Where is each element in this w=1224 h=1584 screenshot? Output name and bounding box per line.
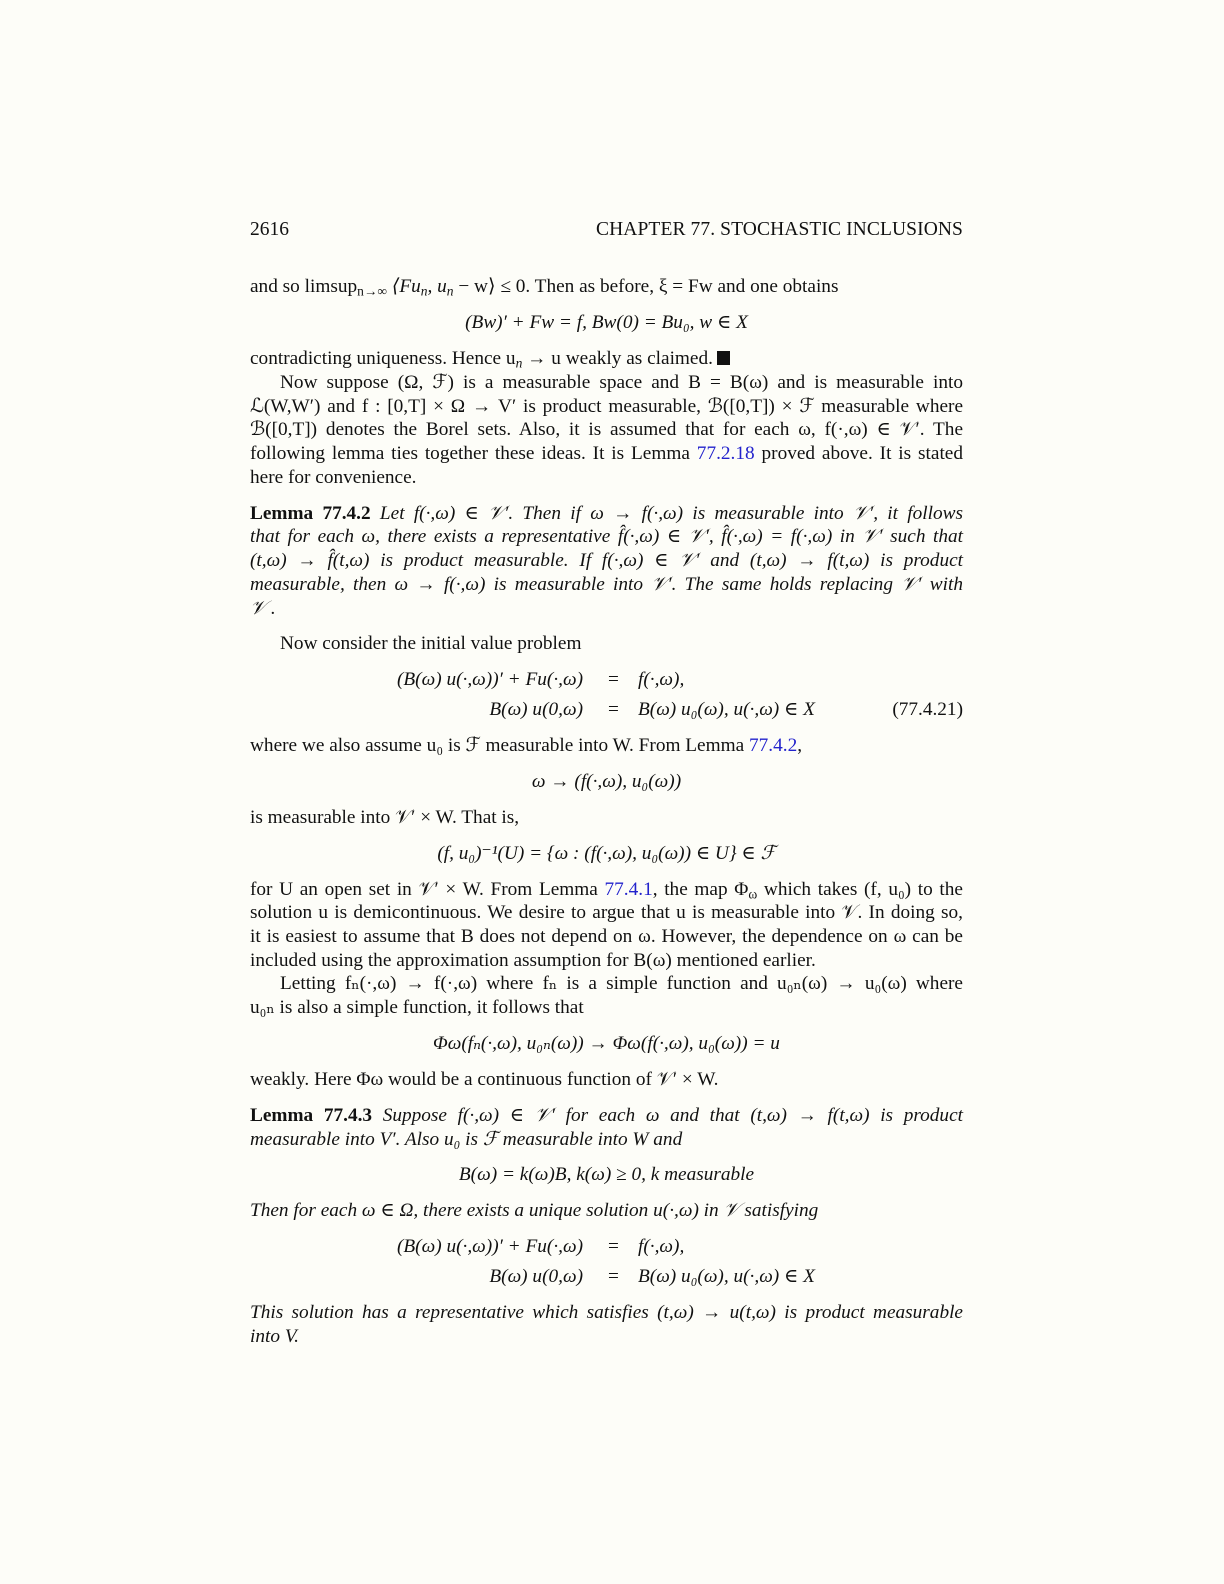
page-number: 2616 bbox=[250, 219, 289, 240]
text-line: ℒ(W,W′) and f : [0,T] × Ω → V′ is product measurable, ℬ([0,T]) × ℱ measurable where bbox=[250, 396, 963, 417]
equation: ω → (f(·,ω), u₀(ω)) bbox=[531, 771, 682, 792]
lemma-label: Lemma 77.4.3 bbox=[250, 1105, 373, 1126]
text: , u bbox=[427, 276, 447, 297]
text-line: weakly. Here Φω would be a continuous function of 𝒱′ × W. bbox=[250, 1069, 719, 1090]
text: contradicting uniqueness. Hence u bbox=[250, 348, 516, 369]
lemma-line: measurable, then ω → f(·,ω) is measurable into 𝒱′. The same holds replacing 𝒱′ with bbox=[250, 574, 963, 595]
text: , bbox=[797, 735, 803, 756]
lemma-link[interactable]: 77.4.1 bbox=[604, 879, 653, 900]
lemma-line: measurable into V′. Also u₀ is ℱ measurable into W and bbox=[250, 1129, 683, 1150]
lemma-label: Lemma 77.4.2 bbox=[250, 503, 371, 524]
equation-rhs: f(·,ω), bbox=[638, 669, 685, 690]
equation-lhs: B(ω) u(0,ω) bbox=[489, 699, 583, 720]
equation-lhs: B(ω) u(0,ω) bbox=[489, 1266, 583, 1287]
lemma-line: 𝒱 . bbox=[250, 598, 276, 619]
lemma-line: (t,ω) → f̂(t,ω) is product measurable. If f(·,ω) ∈ 𝒱′ and (t,ω) → f(t,ω) is product bbox=[250, 550, 963, 571]
text-line: is measurable into 𝒱′ × W. That is, bbox=[250, 807, 520, 828]
equation: Φω(fₙ(·,ω), u₀ₙ(ω)) → Φω(f(·,ω), u₀(ω)) = u bbox=[433, 1033, 780, 1054]
text: − w⟩ ≤ 0. Then as before, ξ = Fw and one obtains bbox=[453, 276, 839, 297]
text-line bbox=[250, 442, 963, 466]
text-line: u₀ₙ is also a simple function, it follows that bbox=[250, 997, 584, 1018]
text-line: Now consider the initial value problem bbox=[280, 633, 582, 654]
text-line: Now suppose (Ω, ℱ) is a measurable space and B = B(ω) and is measurable into bbox=[280, 372, 963, 393]
chapter-title: CHAPTER 77. STOCHASTIC INCLUSIONS bbox=[596, 219, 963, 240]
lemma-line: that for each ω, there exists a representative f̂(·,ω) ∈ 𝒱′, f̂(·,ω) = f(·,ω) in 𝒱′ such that bbox=[250, 526, 963, 547]
lemma-line: Then for each ω ∈ Ω, there exists a unique solution u(·,ω) in 𝒱 satisfying bbox=[250, 1200, 819, 1221]
lemma-line: into V. bbox=[250, 1326, 299, 1347]
text-line: contradicting uniqueness. Hence $u_n \to u$ weakly as claimed. bbox=[250, 347, 963, 371]
equation: B(ω) = k(ω)B, k(ω) ≥ 0, k measurable bbox=[458, 1164, 755, 1185]
text: Let f(·,ω) ∈ 𝒱′. Then if ω → f(·,ω) is measurable into 𝒱′, it follows bbox=[370, 503, 963, 524]
text-line bbox=[250, 878, 963, 902]
text-line: it is easiest to assume that B does not depend on ω. However, the dependence on ω can be bbox=[250, 926, 963, 947]
lemma-link[interactable]: 77.2.18 bbox=[696, 443, 755, 464]
lemma-line bbox=[250, 1104, 963, 1128]
equation-number: (77.4.21) bbox=[892, 699, 963, 720]
equation-rhs: B(ω) u₀(ω), u(·,ω) ∈ X bbox=[638, 1266, 815, 1287]
equation-lhs: (B(ω) u(·,ω))′ + Fu(·,ω) bbox=[396, 669, 583, 690]
text-line: and so limsup$_{n\to\infty}$ $⟨Fu_n$, $u_n$ − w⟩ ≤ 0. Then as before, ξ = Fw and one obtains bbox=[250, 276, 839, 299]
equation-rhs: f(·,ω), bbox=[638, 1236, 685, 1257]
text: , the map Φ bbox=[652, 879, 749, 900]
subscript: n→∞ bbox=[357, 283, 387, 299]
equals-sign: = bbox=[608, 1266, 619, 1287]
text: which takes (f, u₀) to the bbox=[757, 879, 963, 900]
text: and so limsup bbox=[250, 276, 358, 297]
page-header bbox=[250, 219, 963, 243]
text-line: ℬ([0,T]) denotes the Borel sets. Also, it is assumed that for each ω, f(·,ω) ∈ 𝒱′. The bbox=[250, 419, 963, 440]
text: → u weakly as claimed. bbox=[522, 348, 713, 369]
text: Suppose f(·,ω) ∈ 𝒱′ for each ω and that (t,ω) → f(t,ω) is product bbox=[372, 1105, 963, 1126]
text: where we also assume u₀ is ℱ measurable into W. From Lemma bbox=[250, 735, 749, 756]
equals-sign: = bbox=[608, 699, 619, 720]
equation-rhs: B(ω) u₀(ω), u(·,ω) ∈ X bbox=[638, 699, 815, 720]
equation: (Bw)′ + Fw = f, Bw(0) = Bu₀, w ∈ X bbox=[465, 312, 748, 333]
lemma-link[interactable]: 77.4.2 bbox=[749, 735, 798, 756]
equals-sign: = bbox=[608, 1236, 619, 1257]
text: following lemma ties together these ideas. It is Lemma bbox=[250, 443, 697, 464]
lemma-line: This solution has a representative which satisfies (t,ω) → u(t,ω) is product measurable bbox=[250, 1302, 963, 1323]
equals-sign: = bbox=[608, 669, 619, 690]
text-line bbox=[250, 734, 963, 758]
text-line: Letting fₙ(·,ω) → f(·,ω) where fₙ is a simple function and u₀ₙ(ω) → u₀(ω) where bbox=[280, 973, 963, 994]
text: ⟨Fu bbox=[387, 276, 421, 297]
equation: (f, u₀)⁻¹(U) = {ω : (f(·,ω), u₀(ω)) ∈ U} ∈ ℱ bbox=[437, 843, 776, 864]
lemma-line bbox=[250, 502, 963, 526]
equation-lhs: (B(ω) u(·,ω))′ + Fu(·,ω) bbox=[396, 1236, 583, 1257]
text-line: here for convenience. bbox=[250, 467, 417, 488]
subscript: ω bbox=[748, 886, 758, 902]
text: for U an open set in 𝒱′ × W. From Lemma bbox=[250, 879, 605, 900]
qed-square-icon bbox=[717, 351, 730, 365]
text: proved above. It is stated bbox=[754, 443, 963, 464]
text-line: solution u is demicontinuous. We desire to argue that u is measurable into 𝒱. In doing so, bbox=[250, 902, 963, 923]
text-line: included using the approximation assumption for B(ω) mentioned earlier. bbox=[250, 950, 816, 971]
